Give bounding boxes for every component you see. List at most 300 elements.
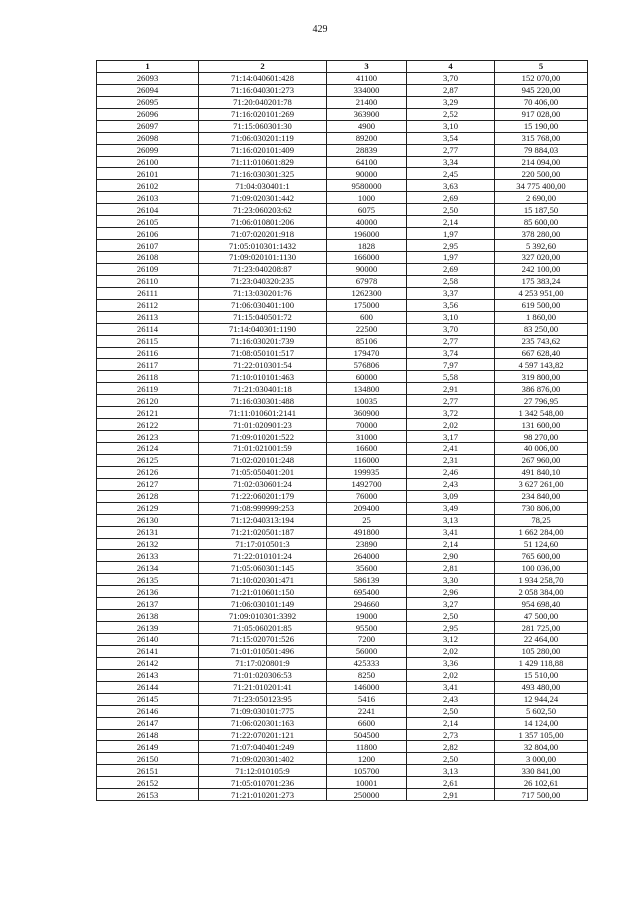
table-cell: 70 406,00 <box>495 96 588 108</box>
table-cell: 3,54 <box>407 132 495 144</box>
table-cell: 71:21:010601:150 <box>199 586 327 598</box>
table-cell: 71:17:010501:3 <box>199 538 327 550</box>
table-cell: 2,50 <box>407 204 495 216</box>
table-cell: 2,02 <box>407 669 495 681</box>
column-header: 2 <box>199 61 327 73</box>
table-cell: 71:15:020701:526 <box>199 634 327 646</box>
table-row <box>97 598 588 610</box>
table-row <box>97 323 588 335</box>
table-cell: 95500 <box>327 622 407 634</box>
table-cell: 26125 <box>97 454 199 466</box>
table-cell: 14 124,00 <box>495 717 588 729</box>
table-cell: 71:09:020101:1130 <box>199 252 327 264</box>
table-cell: 89200 <box>327 132 407 144</box>
table-row <box>97 395 588 407</box>
table-cell: 15 510,00 <box>495 669 588 681</box>
table-cell: 765 600,00 <box>495 550 588 562</box>
table-cell: 7,97 <box>407 359 495 371</box>
table-row <box>97 454 588 466</box>
table-cell: 71:17:020801:9 <box>199 657 327 669</box>
table-cell: 3,74 <box>407 347 495 359</box>
table-cell: 22 464,00 <box>495 634 588 646</box>
table-cell: 1 662 284,00 <box>495 526 588 538</box>
table-cell: 3,09 <box>407 490 495 502</box>
table-row <box>97 466 588 478</box>
table-cell: 3,70 <box>407 72 495 84</box>
table-cell: 26095 <box>97 96 199 108</box>
table-cell: 2,14 <box>407 216 495 228</box>
table-row <box>97 240 588 252</box>
table-cell: 71:01:021001:59 <box>199 443 327 455</box>
table-cell: 3,70 <box>407 323 495 335</box>
table-cell: 3,34 <box>407 156 495 168</box>
table-cell: 1492700 <box>327 478 407 490</box>
table-cell: 71:09:010301:3392 <box>199 610 327 622</box>
table-row <box>97 538 588 550</box>
table-row <box>97 634 588 646</box>
table-cell: 1 934 258,70 <box>495 574 588 586</box>
table-cell: 3,27 <box>407 598 495 610</box>
table-cell: 667 628,40 <box>495 347 588 359</box>
table-cell: 1,97 <box>407 228 495 240</box>
table-cell: 26109 <box>97 263 199 275</box>
table-cell: 152 070,00 <box>495 72 588 84</box>
table-cell: 695400 <box>327 586 407 598</box>
table-cell: 26116 <box>97 347 199 359</box>
table-cell: 945 220,00 <box>495 84 588 96</box>
table-cell: 28839 <box>327 144 407 156</box>
table-cell: 16600 <box>327 443 407 455</box>
table-cell: 3,10 <box>407 311 495 323</box>
table-cell: 5416 <box>327 693 407 705</box>
table-cell: 26100 <box>97 156 199 168</box>
table-row <box>97 490 588 502</box>
table-cell: 71:05:010301:1432 <box>199 240 327 252</box>
table-cell: 90000 <box>327 168 407 180</box>
table-cell: 2,58 <box>407 275 495 287</box>
table-cell: 717 500,00 <box>495 789 588 801</box>
table-cell: 2,69 <box>407 192 495 204</box>
table-row <box>97 383 588 395</box>
table-cell: 360900 <box>327 407 407 419</box>
table-cell: 26102 <box>97 180 199 192</box>
table-cell: 26138 <box>97 610 199 622</box>
table-row <box>97 645 588 657</box>
table-cell: 175000 <box>327 299 407 311</box>
table-cell: 26147 <box>97 717 199 729</box>
table-cell: 2,90 <box>407 550 495 562</box>
table-cell: 26130 <box>97 514 199 526</box>
table-cell: 116000 <box>327 454 407 466</box>
table-cell: 71:15:040501:72 <box>199 311 327 323</box>
table-cell: 1 342 548,00 <box>495 407 588 419</box>
table-cell: 26146 <box>97 705 199 717</box>
table-cell: 2,69 <box>407 263 495 275</box>
page-number: 429 <box>312 24 328 35</box>
table-cell: 71:21:030401:18 <box>199 383 327 395</box>
table-row <box>97 371 588 383</box>
table-cell: 2,02 <box>407 419 495 431</box>
table-cell: 40 006,00 <box>495 443 588 455</box>
table-cell: 234 840,00 <box>495 490 588 502</box>
table-cell: 71:05:050401:201 <box>199 466 327 478</box>
table-cell: 2,77 <box>407 335 495 347</box>
table-cell: 71:06:010801:206 <box>199 216 327 228</box>
table-row <box>97 216 588 228</box>
table-cell: 26151 <box>97 765 199 777</box>
table-cell: 5,58 <box>407 371 495 383</box>
column-header: 3 <box>327 61 407 73</box>
table-cell: 2,61 <box>407 777 495 789</box>
table-cell: 3,56 <box>407 299 495 311</box>
table-cell: 2,02 <box>407 645 495 657</box>
table-cell: 3,10 <box>407 120 495 132</box>
table-cell: 386 876,00 <box>495 383 588 395</box>
table-cell: 71:09:030101:775 <box>199 705 327 717</box>
table-cell: 2,50 <box>407 753 495 765</box>
table-row <box>97 753 588 765</box>
table-cell: 71:08:999999:253 <box>199 502 327 514</box>
table-cell: 26117 <box>97 359 199 371</box>
table-cell: 5 602,50 <box>495 705 588 717</box>
table-cell: 26120 <box>97 395 199 407</box>
table-cell: 363900 <box>327 108 407 120</box>
table-row <box>97 72 588 84</box>
table-cell: 26142 <box>97 657 199 669</box>
table-cell: 71:06:030401:100 <box>199 299 327 311</box>
table-cell: 71:12:010105:9 <box>199 765 327 777</box>
table-cell: 26094 <box>97 84 199 96</box>
table-cell: 3,17 <box>407 431 495 443</box>
table-cell: 85 600,00 <box>495 216 588 228</box>
table-cell: 71:16:020101:409 <box>199 144 327 156</box>
table-cell: 4900 <box>327 120 407 132</box>
table-cell: 26135 <box>97 574 199 586</box>
table-cell: 1262300 <box>327 287 407 299</box>
table-row <box>97 443 588 455</box>
table-cell: 3,30 <box>407 574 495 586</box>
table-cell: 71:01:020306:53 <box>199 669 327 681</box>
table-cell: 576806 <box>327 359 407 371</box>
table-cell: 26107 <box>97 240 199 252</box>
table-cell: 131 600,00 <box>495 419 588 431</box>
table-cell: 5 392,60 <box>495 240 588 252</box>
table-cell: 196000 <box>327 228 407 240</box>
table-cell: 2,87 <box>407 84 495 96</box>
table-row <box>97 729 588 741</box>
table-row <box>97 132 588 144</box>
table-cell: 315 768,00 <box>495 132 588 144</box>
table-cell: 105700 <box>327 765 407 777</box>
table-row <box>97 228 588 240</box>
table-row <box>97 180 588 192</box>
table-cell: 26137 <box>97 598 199 610</box>
table-cell: 26136 <box>97 586 199 598</box>
table-cell: 21400 <box>327 96 407 108</box>
table-row <box>97 657 588 669</box>
table-cell: 2,91 <box>407 789 495 801</box>
table-cell: 26129 <box>97 502 199 514</box>
table-cell: 264000 <box>327 550 407 562</box>
table-cell: 2,14 <box>407 538 495 550</box>
table-cell: 85106 <box>327 335 407 347</box>
table-cell: 71:21:010201:41 <box>199 681 327 693</box>
table-cell: 2 058 384,00 <box>495 586 588 598</box>
table-cell: 6600 <box>327 717 407 729</box>
table-cell: 1828 <box>327 240 407 252</box>
table-cell: 23890 <box>327 538 407 550</box>
table-cell: 6075 <box>327 204 407 216</box>
table-row <box>97 741 588 753</box>
table-cell: 78,25 <box>495 514 588 526</box>
table-cell: 327 020,00 <box>495 252 588 264</box>
table-cell: 26097 <box>97 120 199 132</box>
table-cell: 105 280,00 <box>495 645 588 657</box>
table-cell: 26093 <box>97 72 199 84</box>
table-cell: 71:16:030301:325 <box>199 168 327 180</box>
table-cell: 26108 <box>97 252 199 264</box>
table-cell: 1 860,00 <box>495 311 588 323</box>
table-cell: 71:16:030301:488 <box>199 395 327 407</box>
table-cell: 26111 <box>97 287 199 299</box>
column-header: 4 <box>407 61 495 73</box>
table-cell: 250000 <box>327 789 407 801</box>
table-row <box>97 717 588 729</box>
table-cell: 199935 <box>327 466 407 478</box>
table-cell: 10001 <box>327 777 407 789</box>
table-cell: 71:22:070201:121 <box>199 729 327 741</box>
table-cell: 3,41 <box>407 681 495 693</box>
table-cell: 1200 <box>327 753 407 765</box>
table-row <box>97 669 588 681</box>
table-row <box>97 705 588 717</box>
table-row <box>97 252 588 264</box>
table-cell: 71:09:020301:442 <box>199 192 327 204</box>
table-row <box>97 478 588 490</box>
table-cell: 2,95 <box>407 622 495 634</box>
table-cell: 71:05:060301:145 <box>199 562 327 574</box>
table-cell: 67978 <box>327 275 407 287</box>
table-row <box>97 693 588 705</box>
table-row <box>97 156 588 168</box>
table-cell: 71:01:010501:496 <box>199 645 327 657</box>
table-cell: 26131 <box>97 526 199 538</box>
table-cell: 71:23:040208:87 <box>199 263 327 275</box>
table-cell: 3,49 <box>407 502 495 514</box>
table-cell: 71:14:040301:1190 <box>199 323 327 335</box>
table-cell: 26127 <box>97 478 199 490</box>
table-cell: 47 500,00 <box>495 610 588 622</box>
table-cell: 235 743,62 <box>495 335 588 347</box>
table-cell: 242 100,00 <box>495 263 588 275</box>
table-cell: 267 960,00 <box>495 454 588 466</box>
data-table <box>96 60 588 801</box>
table-cell: 2,43 <box>407 478 495 490</box>
table-row <box>97 168 588 180</box>
table-cell: 100 036,00 <box>495 562 588 574</box>
table-cell: 71:10:010101:463 <box>199 371 327 383</box>
table-row <box>97 96 588 108</box>
table-cell: 493 480,00 <box>495 681 588 693</box>
table-cell: 26133 <box>97 550 199 562</box>
table-cell: 491800 <box>327 526 407 538</box>
table-cell: 491 840,10 <box>495 466 588 478</box>
table-cell: 26118 <box>97 371 199 383</box>
table-row <box>97 263 588 275</box>
table-cell: 2,31 <box>407 454 495 466</box>
table-cell: 71:01:020901:23 <box>199 419 327 431</box>
table-cell: 3,72 <box>407 407 495 419</box>
table-cell: 40000 <box>327 216 407 228</box>
table-cell: 26098 <box>97 132 199 144</box>
table-cell: 26119 <box>97 383 199 395</box>
table-cell: 51 124,60 <box>495 538 588 550</box>
table-row <box>97 681 588 693</box>
table-cell: 9580000 <box>327 180 407 192</box>
table-header-row <box>97 61 588 73</box>
table-row <box>97 574 588 586</box>
table-cell: 71:07:020201:918 <box>199 228 327 240</box>
table-cell: 294660 <box>327 598 407 610</box>
table-cell: 26103 <box>97 192 199 204</box>
table-row <box>97 586 588 598</box>
table-row <box>97 562 588 574</box>
table-cell: 70000 <box>327 419 407 431</box>
table-row <box>97 407 588 419</box>
table-cell: 26105 <box>97 216 199 228</box>
table-cell: 2,82 <box>407 741 495 753</box>
table-cell: 79 884,03 <box>495 144 588 156</box>
table-cell: 71:23:040320:235 <box>199 275 327 287</box>
table-cell: 26145 <box>97 693 199 705</box>
table-cell: 71:21:020501:187 <box>199 526 327 538</box>
table-cell: 26153 <box>97 789 199 801</box>
table-cell: 146000 <box>327 681 407 693</box>
table-cell: 26152 <box>97 777 199 789</box>
table-row <box>97 622 588 634</box>
table-row <box>97 299 588 311</box>
table-cell: 4 597 143,82 <box>495 359 588 371</box>
table-cell: 3,29 <box>407 96 495 108</box>
table-cell: 134800 <box>327 383 407 395</box>
table-cell: 504500 <box>327 729 407 741</box>
table-cell: 71:06:030101:149 <box>199 598 327 610</box>
table-cell: 175 383,24 <box>495 275 588 287</box>
table-cell: 209400 <box>327 502 407 514</box>
table-cell: 425333 <box>327 657 407 669</box>
table-row <box>97 120 588 132</box>
table-cell: 26141 <box>97 645 199 657</box>
table-cell: 71:09:010201:522 <box>199 431 327 443</box>
table-cell: 26123 <box>97 431 199 443</box>
table-cell: 26149 <box>97 741 199 753</box>
table-cell: 71:22:060201:179 <box>199 490 327 502</box>
table-cell: 26121 <box>97 407 199 419</box>
table-row <box>97 108 588 120</box>
table-row <box>97 144 588 156</box>
table-cell: 41100 <box>327 72 407 84</box>
table-cell: 2,52 <box>407 108 495 120</box>
table-cell: 8250 <box>327 669 407 681</box>
table-cell: 71:14:040601:428 <box>199 72 327 84</box>
table-cell: 3,63 <box>407 180 495 192</box>
table-cell: 60000 <box>327 371 407 383</box>
table-row <box>97 789 588 801</box>
table-row <box>97 502 588 514</box>
table-cell: 12 944,24 <box>495 693 588 705</box>
table-cell: 179470 <box>327 347 407 359</box>
table-cell: 71:08:050101:517 <box>199 347 327 359</box>
table-cell: 10035 <box>327 395 407 407</box>
table-cell: 2241 <box>327 705 407 717</box>
table-row <box>97 335 588 347</box>
table-cell: 26 102,61 <box>495 777 588 789</box>
table-cell: 71:16:020101:269 <box>199 108 327 120</box>
table-row <box>97 765 588 777</box>
table-cell: 2 690,00 <box>495 192 588 204</box>
table-cell: 26144 <box>97 681 199 693</box>
table-row <box>97 347 588 359</box>
table-cell: 2,95 <box>407 240 495 252</box>
table-cell: 71:09:020301:402 <box>199 753 327 765</box>
table-cell: 11800 <box>327 741 407 753</box>
table-cell: 90000 <box>327 263 407 275</box>
table-cell: 31000 <box>327 431 407 443</box>
table-cell: 26114 <box>97 323 199 335</box>
table-cell: 1 429 118,88 <box>495 657 588 669</box>
table-cell: 71:22:010101:24 <box>199 550 327 562</box>
table-cell: 22500 <box>327 323 407 335</box>
table-body <box>97 72 588 800</box>
table-cell: 71:05:060201:85 <box>199 622 327 634</box>
table-cell: 26104 <box>97 204 199 216</box>
table-cell: 56000 <box>327 645 407 657</box>
table-cell: 3,37 <box>407 287 495 299</box>
table-row <box>97 192 588 204</box>
table-cell: 71:21:010201:273 <box>199 789 327 801</box>
table-row <box>97 514 588 526</box>
table-cell: 26115 <box>97 335 199 347</box>
table-cell: 98 270,00 <box>495 431 588 443</box>
table-row <box>97 275 588 287</box>
table-cell: 2,77 <box>407 395 495 407</box>
table-cell: 71:10:020301:471 <box>199 574 327 586</box>
table-cell: 2,43 <box>407 693 495 705</box>
table-row <box>97 610 588 622</box>
table-cell: 2,45 <box>407 168 495 180</box>
table-cell: 26134 <box>97 562 199 574</box>
table-cell: 71:11:010601:829 <box>199 156 327 168</box>
table-cell: 4 253 951,00 <box>495 287 588 299</box>
table-cell: 26150 <box>97 753 199 765</box>
table-cell: 281 725,00 <box>495 622 588 634</box>
table-cell: 26113 <box>97 311 199 323</box>
table-row <box>97 311 588 323</box>
table-cell: 3,13 <box>407 514 495 526</box>
table-cell: 26140 <box>97 634 199 646</box>
table-cell: 71:16:030201:739 <box>199 335 327 347</box>
table-cell: 26122 <box>97 419 199 431</box>
table-cell: 586139 <box>327 574 407 586</box>
table-cell: 71:15:060301:30 <box>199 120 327 132</box>
table-cell: 64100 <box>327 156 407 168</box>
table-row <box>97 550 588 562</box>
table-row <box>97 419 588 431</box>
table-row <box>97 777 588 789</box>
table-row <box>97 204 588 216</box>
table-row <box>97 431 588 443</box>
table-cell: 319 800,00 <box>495 371 588 383</box>
